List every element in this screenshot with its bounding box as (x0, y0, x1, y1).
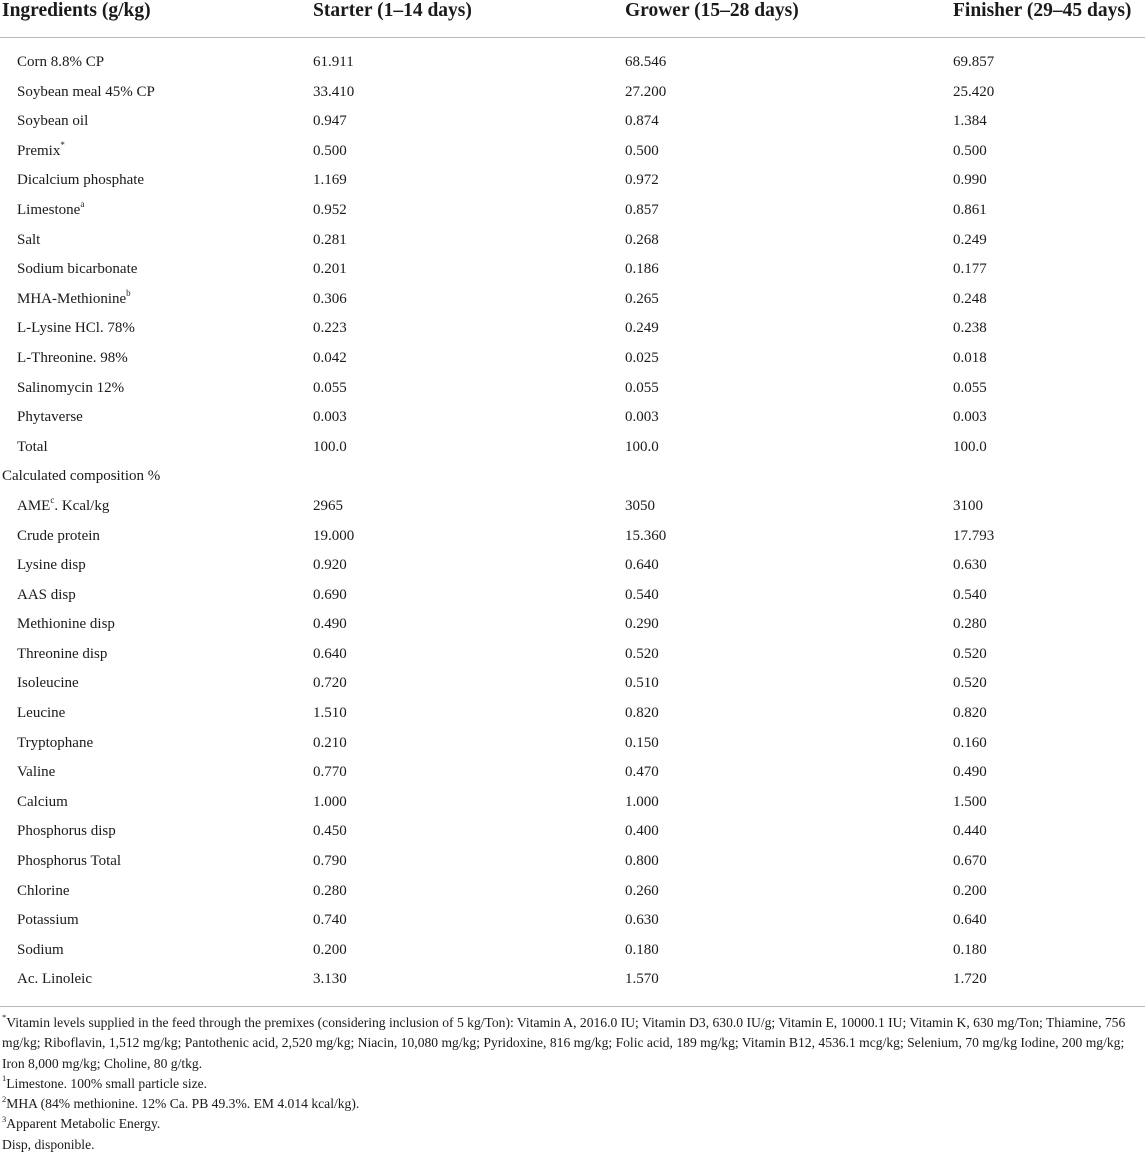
starter-value: 0.790 (313, 853, 347, 870)
starter-value: 0.042 (313, 349, 347, 366)
finisher-value: 0.249 (953, 231, 987, 248)
starter-value: 1.169 (313, 172, 347, 189)
section-row (0, 462, 1145, 492)
table-row (0, 374, 1145, 404)
ingredient-name (17, 758, 55, 788)
finisher-value: 0.200 (953, 882, 987, 899)
finisher-value: 0.003 (953, 409, 987, 426)
grower-value: 0.003 (625, 409, 659, 426)
grower-value: 0.025 (625, 349, 659, 366)
ingredient-name (17, 433, 48, 463)
finisher-value: 1.500 (953, 793, 987, 810)
starter-value: 0.690 (313, 586, 347, 603)
grower-value: 0.186 (625, 261, 659, 278)
ingredient-name (17, 640, 107, 670)
grower-value: 0.540 (625, 586, 659, 603)
ingredient-name (17, 344, 128, 374)
ingredient-name-text: Calculated composition % (2, 468, 161, 485)
footnote-divider (0, 1006, 1145, 1007)
footnote-marker: b (126, 287, 131, 298)
table-row (0, 226, 1145, 256)
finisher-value: 0.177 (953, 261, 987, 278)
finisher-value: 0.180 (953, 941, 987, 958)
finisher-value: 0.670 (953, 853, 987, 870)
starter-value: 0.223 (313, 320, 347, 337)
header-ingredients: Ingredients (g/kg) (2, 0, 151, 21)
ingredient-name-text: Leucine (17, 705, 66, 722)
ingredient-name (17, 877, 70, 907)
ingredient-name-text: Methionine disp (17, 616, 115, 633)
grower-value: 0.470 (625, 764, 659, 781)
starter-value: 0.947 (313, 113, 347, 130)
ingredient-name (17, 492, 109, 522)
ingredient-name (17, 403, 83, 433)
ingredient-name-text: L-Lysine HCl. 78% (17, 320, 135, 337)
table-row (0, 285, 1145, 315)
footnote-text: Disp, disponible. (2, 1136, 95, 1152)
ingredient-name-text: Lysine disp (17, 557, 86, 574)
header-grower: Grower (15–28 days) (625, 0, 799, 21)
starter-value: 3.130 (313, 971, 347, 988)
grower-value: 0.180 (625, 941, 659, 958)
ingredient-name (17, 669, 79, 699)
table-row (0, 433, 1145, 463)
grower-value: 27.200 (625, 83, 667, 100)
starter-value: 0.640 (313, 645, 347, 662)
finisher-value: 0.520 (953, 675, 987, 692)
starter-value: 33.410 (313, 83, 355, 100)
grower-value: 15.360 (625, 527, 667, 544)
finisher-value: 0.520 (953, 645, 987, 662)
ingredient-name-text: Dicalcium phosphate (17, 172, 145, 189)
finisher-value: 0.640 (953, 912, 987, 929)
starter-value: 0.952 (313, 201, 347, 218)
ingredient-name (17, 551, 86, 581)
table-row (0, 492, 1145, 522)
grower-value: 0.857 (625, 201, 659, 218)
starter-value: 0.920 (313, 557, 347, 574)
grower-value: 0.400 (625, 823, 659, 840)
footnotes (2, 1013, 1140, 1155)
table-row (0, 344, 1145, 374)
table-row (0, 669, 1145, 699)
table-row (0, 699, 1145, 729)
ingredient-name-text: Salinomycin 12% (17, 379, 125, 396)
table-row (0, 788, 1145, 818)
finisher-value: 0.055 (953, 379, 987, 396)
ingredient-name-text: Sodium (17, 941, 64, 958)
table-row (0, 729, 1145, 759)
footnote (2, 1094, 1140, 1114)
footnote (2, 1013, 1140, 1074)
ingredient-name (17, 581, 76, 611)
finisher-value: 1.384 (953, 113, 987, 130)
ingredient-name-text: Premix (17, 142, 61, 159)
starter-value: 0.450 (313, 823, 347, 840)
starter-value: 0.003 (313, 409, 347, 426)
ingredient-name (17, 166, 144, 196)
ingredient-name-text: Chlorine (17, 882, 70, 899)
ingredient-name-text: Ac. Linoleic (17, 971, 92, 988)
finisher-value: 0.238 (953, 320, 987, 337)
ingredient-name (17, 314, 135, 344)
table-row (0, 936, 1145, 966)
table-row (0, 906, 1145, 936)
ingredient-name (17, 522, 100, 552)
ingredient-name-text: Threonine disp (17, 645, 108, 662)
ingredient-name-text: Phytaverse (17, 409, 83, 426)
finisher-value: 0.630 (953, 557, 987, 574)
starter-value: 100.0 (313, 438, 347, 455)
starter-value: 1.000 (313, 793, 347, 810)
starter-value: 1.510 (313, 705, 347, 722)
grower-value: 0.290 (625, 616, 659, 633)
finisher-value: 3100 (953, 497, 983, 514)
finisher-value: 100.0 (953, 438, 987, 455)
ingredient-name (17, 699, 65, 729)
starter-value: 61.911 (313, 54, 354, 70)
ingredient-name (17, 196, 84, 226)
grower-value: 0.268 (625, 231, 659, 248)
table-row (0, 255, 1145, 285)
ingredient-name-text: Limestone (17, 201, 81, 218)
table-row (0, 965, 1145, 995)
ingredient-name-text: Corn 8.8% CP (17, 54, 105, 70)
table-row (0, 847, 1145, 877)
ingredient-name-text: Isoleucine (17, 675, 79, 692)
starter-value: 0.280 (313, 882, 347, 899)
ingredient-name (17, 965, 92, 995)
grower-value: 0.520 (625, 645, 659, 662)
ingredient-name-text: Calcium (17, 793, 68, 810)
starter-value: 19.000 (313, 527, 355, 544)
footnote-marker: * (2, 1012, 7, 1023)
ingredient-name-text: Phosphorus disp (17, 823, 116, 840)
ingredient-name (17, 255, 137, 285)
starter-value: 0.055 (313, 379, 347, 396)
grower-value: 3050 (625, 497, 655, 514)
finisher-value: 0.248 (953, 290, 987, 307)
grower-value: 0.500 (625, 142, 659, 159)
ingredient-name (17, 847, 121, 877)
grower-value: 0.874 (625, 113, 659, 130)
ingredient-name-text: MHA-Methionine (17, 290, 127, 307)
starter-value: 0.281 (313, 231, 347, 248)
ingredient-name-text: Phosphorus Total (17, 853, 122, 870)
footnote (2, 1074, 1140, 1094)
ingredient-name-text: Salt (17, 231, 41, 248)
grower-value: 0.630 (625, 912, 659, 929)
table-row (0, 640, 1145, 670)
ingredient-name (17, 285, 131, 315)
footnote-text: Apparent Metabolic Energy. (6, 1116, 161, 1132)
table-row (0, 877, 1145, 907)
table-row (0, 522, 1145, 552)
footnote (2, 1114, 1140, 1134)
table-row (0, 107, 1145, 137)
ingredient-name (17, 78, 155, 108)
header-finisher: Finisher (29–45 days) (953, 0, 1132, 21)
ingredient-name (17, 610, 115, 640)
grower-value: 1.570 (625, 971, 659, 988)
ingredient-name-text: Sodium bicarbonate (17, 261, 138, 278)
grower-value: 100.0 (625, 438, 659, 455)
ingredient-name-text: AME (17, 497, 51, 514)
footnote-marker: c (50, 494, 55, 505)
footnote-marker: a (80, 198, 85, 209)
finisher-value: 0.820 (953, 705, 987, 722)
footnote-marker: 1 (2, 1073, 7, 1084)
grower-value: 0.249 (625, 320, 659, 337)
finisher-value: 0.990 (953, 172, 987, 189)
finisher-value: 0.500 (953, 142, 987, 159)
table-row (0, 48, 1145, 78)
table-row (0, 314, 1145, 344)
finisher-value: 17.793 (953, 527, 995, 544)
table-header (0, 0, 1145, 38)
ingredient-name-text: Tryptophane (17, 734, 94, 751)
grower-value: 0.640 (625, 557, 659, 574)
section-label (2, 462, 160, 492)
grower-value: 0.260 (625, 882, 659, 899)
table-row (0, 758, 1145, 788)
ingredient-name (17, 817, 116, 847)
footnote-marker: * (60, 139, 65, 150)
ingredient-name (17, 906, 79, 936)
ingredient-name-text: L-Threonine. 98% (17, 349, 128, 366)
finisher-value: 25.420 (953, 83, 995, 100)
ingredient-name (17, 226, 40, 256)
footnote (2, 1135, 1140, 1155)
finisher-value: 1.720 (953, 971, 987, 988)
grower-value: 0.265 (625, 290, 659, 307)
grower-value: 0.820 (625, 705, 659, 722)
finisher-value: 0.540 (953, 586, 987, 603)
ingredient-name (17, 729, 93, 759)
starter-value: 0.210 (313, 734, 347, 751)
grower-value: 0.972 (625, 172, 659, 189)
ingredient-name-text: Potassium (17, 912, 79, 929)
starter-value: 0.201 (313, 261, 347, 278)
ingredient-name-text: Crude protein (17, 527, 100, 544)
starter-value: 0.500 (313, 142, 347, 159)
table-row (0, 137, 1145, 167)
ingredient-name (17, 137, 65, 167)
finisher-value: 0.018 (953, 349, 987, 366)
grower-value: 68.546 (625, 54, 667, 70)
table-row (0, 610, 1145, 640)
grower-value: 0.510 (625, 675, 659, 692)
table-row (0, 551, 1145, 581)
ingredient-name-text: AAS disp (17, 586, 76, 603)
finisher-value: 69.857 (953, 54, 995, 70)
ingredient-name (17, 107, 88, 137)
grower-value: 0.150 (625, 734, 659, 751)
ingredient-name (17, 374, 124, 404)
grower-value: 1.000 (625, 793, 659, 810)
finisher-value: 0.440 (953, 823, 987, 840)
table-row (0, 581, 1145, 611)
header-starter: Starter (1–14 days) (313, 0, 472, 21)
ingredient-name-text: Valine (17, 764, 56, 781)
grower-value: 0.800 (625, 853, 659, 870)
footnote-text: Limestone. 100% small particle size. (6, 1075, 208, 1091)
ingredient-name-text: Soybean meal 45% CP (17, 83, 155, 100)
table-row (0, 403, 1145, 433)
ingredient-name-text: Soybean oil (17, 113, 89, 130)
footnote-marker: 3 (2, 1113, 7, 1124)
table-row (0, 166, 1145, 196)
footnote-text: Vitamin levels supplied in the feed through the premixes (considering inclusion of 5 kg/Ton): Vitamin A, 2016.0 IU; Vitamin D3, 630.0 IU/g; Vitamin E, 10000.1 IU; Vitamin K, 630 mg/Ton; Thiamine, 756 mg/kg; Riboflavin, 1,512 mg/kg; Pantothenic acid, 2,520 mg/kg; Niacin, 10,080 mg/kg; Pyridoxine, 816 mg/kg; Folic acid, 189 mg/kg; Vitamin B12, 4536.1 mcg/kg; Selenium, 70 mg/kg Iodine, 200 mg/kg; Iron 8,000 mg/kg; Choline, 80 g/tkg. (2, 1015, 1126, 1071)
finisher-value: 0.861 (953, 201, 987, 218)
ingredient-name (17, 48, 104, 78)
ingredient-name (17, 788, 68, 818)
table-body (0, 48, 1145, 995)
finisher-value: 0.280 (953, 616, 987, 633)
finisher-value: 0.490 (953, 764, 987, 781)
finisher-value: 0.160 (953, 734, 987, 751)
footnote-marker: 2 (2, 1093, 7, 1104)
starter-value: 0.770 (313, 764, 347, 781)
table-row (0, 817, 1145, 847)
grower-value: 0.055 (625, 379, 659, 396)
starter-value: 0.306 (313, 290, 347, 307)
starter-value: 0.720 (313, 675, 347, 692)
ingredient-name-text: Total (17, 438, 48, 455)
ingredient-unit: . Kcal/kg (54, 497, 110, 514)
starter-value: 0.200 (313, 941, 347, 958)
starter-value: 0.490 (313, 616, 347, 633)
table-row (0, 78, 1145, 108)
starter-value: 0.740 (313, 912, 347, 929)
footnote-text: MHA (84% methionine. 12% Ca. PB 49.3%. EM 4.014 kcal/kg). (6, 1096, 360, 1112)
starter-value: 2965 (313, 497, 343, 514)
table-row (0, 196, 1145, 226)
ingredient-name (17, 936, 64, 966)
